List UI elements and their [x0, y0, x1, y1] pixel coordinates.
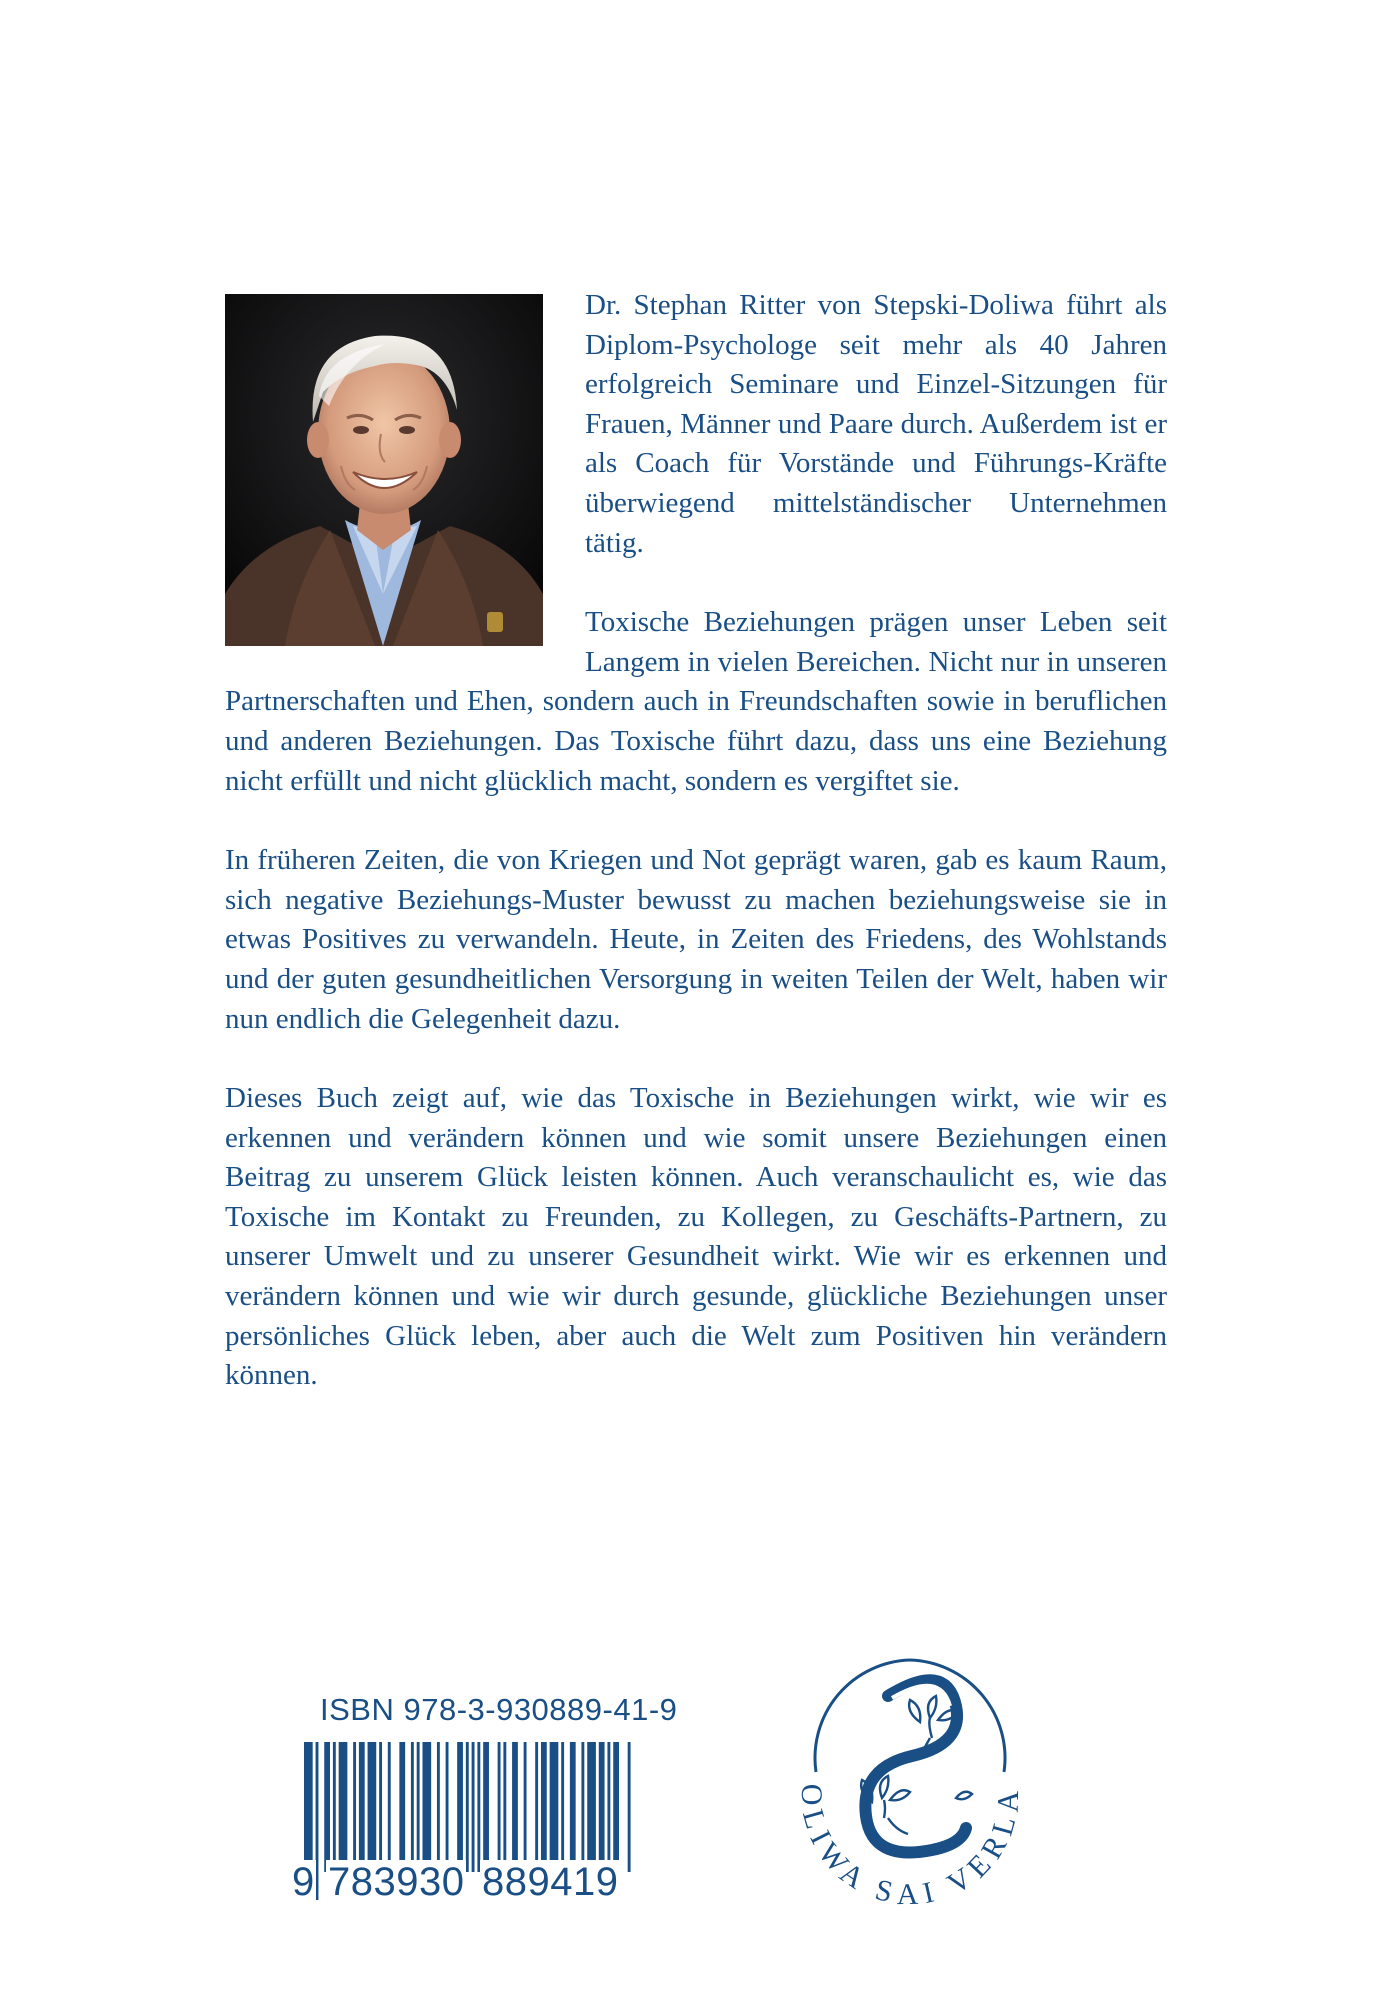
barcode-bar: [587, 1742, 596, 1872]
barcode-bar: [599, 1742, 605, 1872]
barcode-digit-group-1: 783930: [328, 1860, 465, 1904]
barcode-bar: [472, 1742, 475, 1872]
barcode-bar: [561, 1742, 564, 1872]
barcode-bar: [613, 1742, 619, 1872]
blurb-text: [225, 286, 1167, 1396]
barcode-bar: [388, 1742, 391, 1872]
author-portrait-image: [225, 294, 543, 646]
barcode-bar: [535, 1742, 538, 1872]
barcode-bar: [541, 1742, 547, 1872]
barcode-bar: [359, 1742, 365, 1872]
barcode-bar: [353, 1742, 356, 1872]
barcode-bar: [466, 1742, 469, 1872]
barcode-bar: [457, 1742, 463, 1872]
barcode-bar: [607, 1742, 610, 1872]
barcode-bar: [628, 1742, 631, 1872]
barcode-bar: [570, 1742, 576, 1872]
barcode-bar: [524, 1742, 527, 1872]
barcode-bar: [477, 1742, 480, 1872]
barcode-bar: [422, 1742, 431, 1872]
barcode-digits: [290, 1860, 635, 1906]
barcode-digit-group-2: 889419: [482, 1860, 619, 1904]
author-photo: [225, 294, 543, 646]
publisher-seal-icon: [770, 1648, 1050, 1938]
publisher-logo: [770, 1648, 1050, 1938]
barcode-bar: [550, 1742, 559, 1872]
barcode-bar: [446, 1742, 449, 1872]
barcode-bar: [411, 1742, 414, 1872]
isbn-label: ISBN 978-3-930889-41-9: [320, 1692, 678, 1727]
blurb-paragraph: In früheren Zeiten, die von Kriegen und Not geprägt waren, gab es kaum Raum, sich negative Beziehungs-Muster bewusst zu machen beziehungsweise sie in etwas Positives zu verwandeln. Heute, in Zeiten des Friedens, des Wohlstands und der guten gesundheitlichen Versorgung in weiten Teilen der Welt, haben wir nun endlich die Gelegenheit dazu.: [225, 844, 1167, 1035]
author-bio: Dr. Stephan Ritter von Stepski-Doliwa führt als Diplom-Psychologe seit mehr als 40 Jahren erfolgreich Seminare und Einzel-Sitzungen für Frauen, Männer und Paare durch. Außerdem ist er als Coach für Vorstände und Führungs-Kräfte überwiegend mittelständischer Unternehmen tätig.: [585, 289, 1167, 559]
barcode-bar: [581, 1742, 584, 1872]
barcode-bar: [339, 1742, 348, 1872]
barcode-bar: [512, 1742, 518, 1872]
barcode-bar: [333, 1742, 336, 1872]
barcode-bar: [437, 1742, 440, 1872]
publisher-name: OLIWA SAI VERLA: [794, 1783, 1026, 1912]
barcode-bar: [379, 1742, 382, 1872]
barcode-bar: [399, 1742, 405, 1872]
barcode-digit-first: 9: [292, 1860, 315, 1904]
barcode-bar: [324, 1742, 330, 1872]
blurb-paragraph: Dieses Buch zeigt auf, wie das Toxische in Beziehungen wirkt, wie wir es erkennen und verändern können und wie somit unsere Beziehungen einen Beitrag zu unserem Glück leisten können. Auch veranschaulicht es, wie das Toxische im Kontakt zu Freunden, zu Kollegen, zu Geschäfts-Partnern, zu unserer Umwelt und zu unserer Gesundheit wirkt. Wie wir es erkennen und verändern können und wie wir durch gesunde, glückliche Beziehungen unser persönliches Glück leben, aber auch die Welt zum Positiven hin verändern können.: [225, 1082, 1167, 1392]
barcode-bar: [417, 1742, 420, 1872]
blurb-paragraph: Toxische Beziehungen prägen unser Leben seit Langem in vielen Bereichen. Nicht nur in unseren Partnerschaften und Ehen, sondern auch in Freundschaften sowie in beruflichen und anderen Beziehungen. Das Toxische führt dazu, dass uns eine Beziehung nicht erfüllt und nicht glücklich macht, sondern es vergiftet sie.: [225, 606, 1167, 797]
barcode-bar: [368, 1742, 377, 1872]
